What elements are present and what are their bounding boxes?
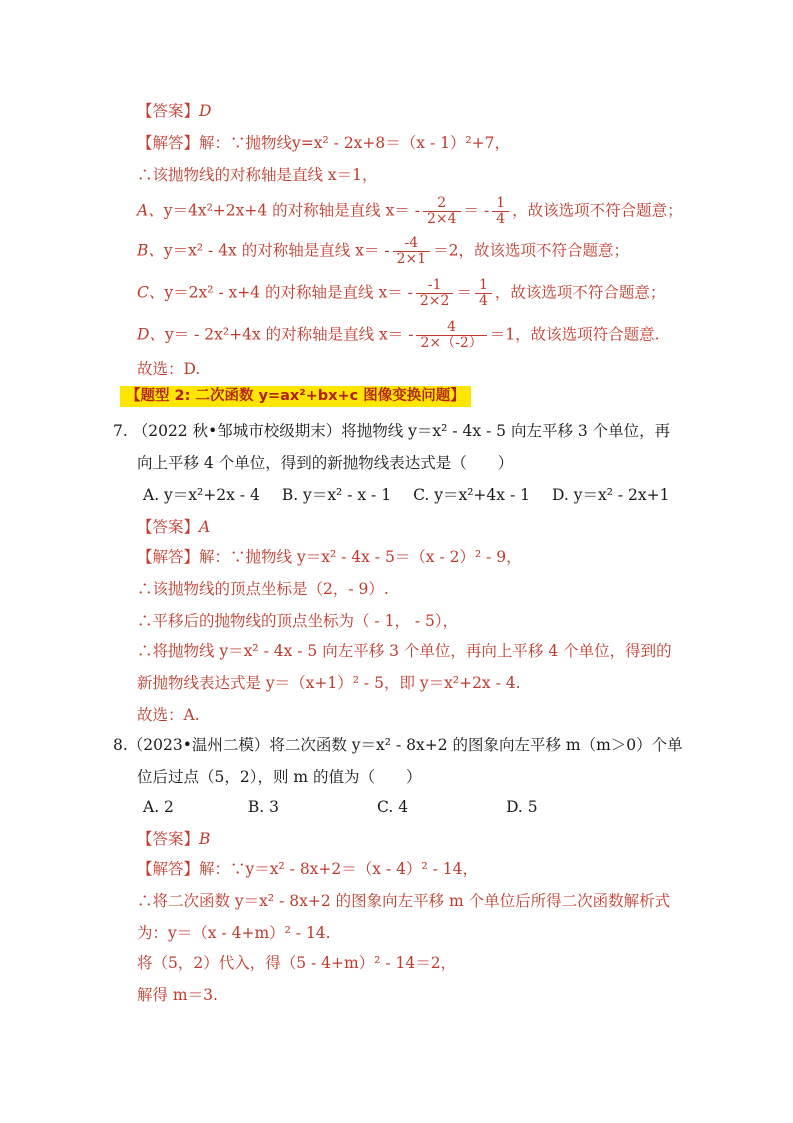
q8-stem-line-2: 位后过点（5，2），则 m 的值为（ ）	[137, 768, 422, 786]
q8-option-c: C. 4	[377, 798, 409, 816]
answer-value: B	[199, 830, 211, 848]
fraction: $\frac{1}{4}$	[492, 196, 509, 227]
q7-option-c: C. y＝x²+4x - 1	[413, 486, 530, 504]
q8-analysis-line-1: 【解答】解：∵y＝x² - 8x+2＝（x - 4）² - 14，	[137, 860, 478, 878]
q7-option-b: B. y＝x² - x - 1	[281, 486, 392, 504]
q6-answer-line	[137, 100, 211, 122]
q8-option-a: A. 2	[143, 798, 174, 816]
q6-option-a-analysis: A、y＝4x²+2x+4 的对称轴是直线 x＝ - $\frac{2}{2\times 4}$ ＝ - $\frac{1}{4}$ ，故该选项不符合题意；	[137, 195, 683, 227]
q7-stem-line-2: 向上平移 4 个单位，得到的新抛物线表达式是（ ）	[137, 454, 514, 472]
q7-analysis-line-1: 【解答】解：∵抛物线 y＝x² - 4x - 5＝（x - 2）² - 9，	[137, 548, 522, 566]
q6-option-c-analysis: C、y＝2x² - x+4 的对称轴是直线 x＝ - $\frac{-1}{2\times 2}$ ＝ $\frac{1}{4}$ ，故该选项不符合题意；	[137, 277, 666, 309]
section-banner: 【题型 2: 二次函数 y=ax²+bx+c 图像变换问题】	[120, 386, 471, 407]
q7-analysis-line-2: ∴该抛物线的顶点坐标是（2，- 9）.	[137, 580, 389, 598]
q8-option-b: B. 3	[247, 798, 280, 816]
q7-option-d: D. y＝x² - 2x+1	[551, 486, 670, 504]
q6-analysis-line-1: 【解答】解：∵抛物线y=x² - 2x+8＝（x - 1）²+7，	[137, 134, 511, 152]
q7-analysis-line-5: 新抛物线表达式是 y＝（x+1）² - 5，即 y＝x²+2x - 4.	[137, 674, 521, 692]
q7-answer-line	[137, 516, 210, 538]
q7-analysis-line-4: ∴将抛物线 y＝x² - 4x - 5 向左平移 3 个单位，再向上平移 4 个单位，得到的	[137, 642, 672, 660]
analysis-tag: 【解答】	[137, 134, 200, 152]
q8-analysis-line-2: ∴将二次函数 y＝x² - 8x+2 的图象向左平移 m 个单位后所得二次函数解析式	[137, 892, 671, 910]
fraction: $\frac{-1}{2\times 2}$	[416, 278, 454, 309]
answer-value: A	[199, 518, 211, 536]
q6-option-b-analysis: B、y＝x² - 4x 的对称轴是直线 x＝ - $\frac{-4}{2\times 1}$ ＝2，故该选项不符合题意；	[137, 235, 629, 267]
answer-tag: 【答案】	[137, 830, 200, 848]
fraction: $\frac{4}{2\times(-2)}$	[416, 320, 486, 351]
answer-tag: 【答案】	[137, 102, 200, 120]
analysis-tag: 【解答】	[137, 548, 200, 566]
q6-conclusion: 故选：D.	[137, 360, 201, 378]
answer-value: D	[199, 102, 212, 120]
q7-option-a: A. y＝x²+2x - 4	[143, 486, 260, 504]
q6-analysis-line-2: ∴该抛物线的对称轴是直线 x＝1，	[137, 166, 378, 184]
q8-answer-line	[137, 828, 210, 850]
q8-option-d: D. 5	[506, 798, 538, 816]
fraction: $\frac{1}{4}$	[475, 278, 492, 309]
fraction: $\frac{2}{2\times 4}$	[423, 196, 461, 227]
answer-tag: 【答案】	[137, 518, 200, 536]
q6-option-d-analysis: D、y＝ - 2x²+4x 的对称轴是直线 x＝ - $\frac{4}{2\times(-2)}$ ＝1，故该选项符合题意.	[137, 319, 660, 351]
q8-stem-line-1: 8.（2023•温州二模）将二次函数 y＝x² - 8x+2 的图象向左平移 m（m＞0）个单	[113, 736, 683, 754]
q7-conclusion: 故选：A.	[137, 706, 200, 724]
q8-analysis-line-3: 为：y＝（x - 4+m）² - 14.	[137, 924, 331, 942]
fraction: $\frac{-4}{2\times 1}$	[393, 236, 431, 267]
analysis-tag: 【解答】	[137, 860, 200, 878]
q8-options	[143, 796, 560, 818]
q8-analysis-line-5: 解得 m＝3.	[137, 986, 218, 1004]
q7-stem-line-1: 7. （2022 秋•邹城市校级期末）将抛物线 y＝x² - 4x - 5 向左平移 3 个单位，再	[113, 422, 671, 440]
q7-options	[143, 484, 691, 506]
q7-analysis-line-3: ∴平移后的抛物线的顶点坐标为（ - 1， - 5），	[137, 612, 459, 630]
q8-analysis-line-4: 将（5，2）代入，得（5 - 4+m）² - 14＝2，	[137, 954, 457, 972]
